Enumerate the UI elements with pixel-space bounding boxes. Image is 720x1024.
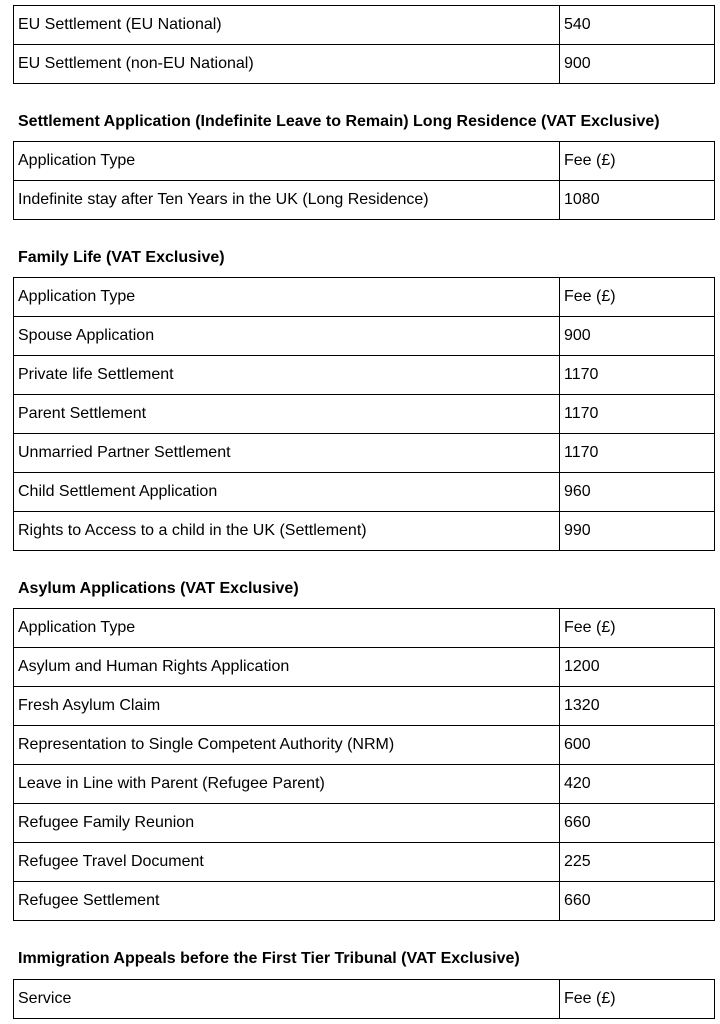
application-type-cell: Asylum and Human Rights Application (14, 648, 560, 687)
table-header-row (14, 980, 715, 1019)
fee-cell: 225 (560, 843, 715, 882)
fee-cell: 1200 (560, 648, 715, 687)
fee-cell: 1170 (560, 395, 715, 434)
table-row (14, 356, 715, 395)
table-row (14, 804, 715, 843)
table-row (14, 726, 715, 765)
application-type-cell: Spouse Application (14, 317, 560, 356)
asylum-table (13, 608, 715, 921)
application-type-cell: EU Settlement (EU National) (14, 6, 560, 45)
table-row (14, 512, 715, 551)
fee-cell: 540 (560, 6, 715, 45)
column-header-application-type: Application Type (14, 278, 560, 317)
application-type-cell: Leave in Line with Parent (Refugee Parent) (14, 765, 560, 804)
application-type-cell: Refugee Family Reunion (14, 804, 560, 843)
section-heading-long-residence: Settlement Application (Indefinite Leave to Remain) Long Residence (VAT Exclusive) (18, 113, 660, 130)
table-row (14, 6, 715, 45)
application-type-cell: Refugee Travel Document (14, 843, 560, 882)
fee-cell: 1170 (560, 434, 715, 473)
fee-cell: 960 (560, 473, 715, 512)
table-row (14, 434, 715, 473)
application-type-cell: Fresh Asylum Claim (14, 687, 560, 726)
column-header-service: Service (14, 980, 560, 1019)
application-type-cell: Parent Settlement (14, 395, 560, 434)
application-type-cell: Child Settlement Application (14, 473, 560, 512)
column-header-application-type: Application Type (14, 609, 560, 648)
application-type-cell: Unmarried Partner Settlement (14, 434, 560, 473)
section-heading-family-life: Family Life (VAT Exclusive) (18, 249, 225, 266)
table-row (14, 648, 715, 687)
fee-cell: 600 (560, 726, 715, 765)
table-header-row (14, 278, 715, 317)
column-header-fee: Fee (£) (560, 980, 715, 1019)
family-life-table (13, 277, 715, 551)
fee-cell: 660 (560, 804, 715, 843)
section-heading-asylum: Asylum Applications (VAT Exclusive) (18, 580, 299, 597)
fee-cell: 900 (560, 45, 715, 84)
column-header-fee: Fee (£) (560, 278, 715, 317)
table-row (14, 765, 715, 804)
immigration-appeals-table (13, 979, 715, 1019)
fee-cell: 1320 (560, 687, 715, 726)
table-header-row (14, 142, 715, 181)
fee-cell: 420 (560, 765, 715, 804)
eu-settlement-table (13, 5, 715, 84)
application-type-cell: Indefinite stay after Ten Years in the UK (Long Residence) (14, 181, 560, 220)
table-row (14, 45, 715, 84)
table-row (14, 687, 715, 726)
table-row (14, 317, 715, 356)
application-type-cell: Rights to Access to a child in the UK (Settlement) (14, 512, 560, 551)
application-type-cell: Refugee Settlement (14, 882, 560, 921)
table-header-row (14, 609, 715, 648)
column-header-application-type: Application Type (14, 142, 560, 181)
application-type-cell: EU Settlement (non-EU National) (14, 45, 560, 84)
table-row (14, 473, 715, 512)
application-type-cell: Private life Settlement (14, 356, 560, 395)
table-row (14, 395, 715, 434)
section-heading-immigration-appeals: Immigration Appeals before the First Tier Tribunal (VAT Exclusive) (18, 950, 520, 967)
long-residence-table (13, 141, 715, 220)
fee-cell: 900 (560, 317, 715, 356)
fee-cell: 1170 (560, 356, 715, 395)
fee-cell: 1080 (560, 181, 715, 220)
application-type-cell: Representation to Single Competent Authority (NRM) (14, 726, 560, 765)
fee-cell: 990 (560, 512, 715, 551)
fee-cell: 660 (560, 882, 715, 921)
table-row (14, 843, 715, 882)
column-header-fee: Fee (£) (560, 609, 715, 648)
table-row (14, 882, 715, 921)
column-header-fee: Fee (£) (560, 142, 715, 181)
table-row (14, 181, 715, 220)
